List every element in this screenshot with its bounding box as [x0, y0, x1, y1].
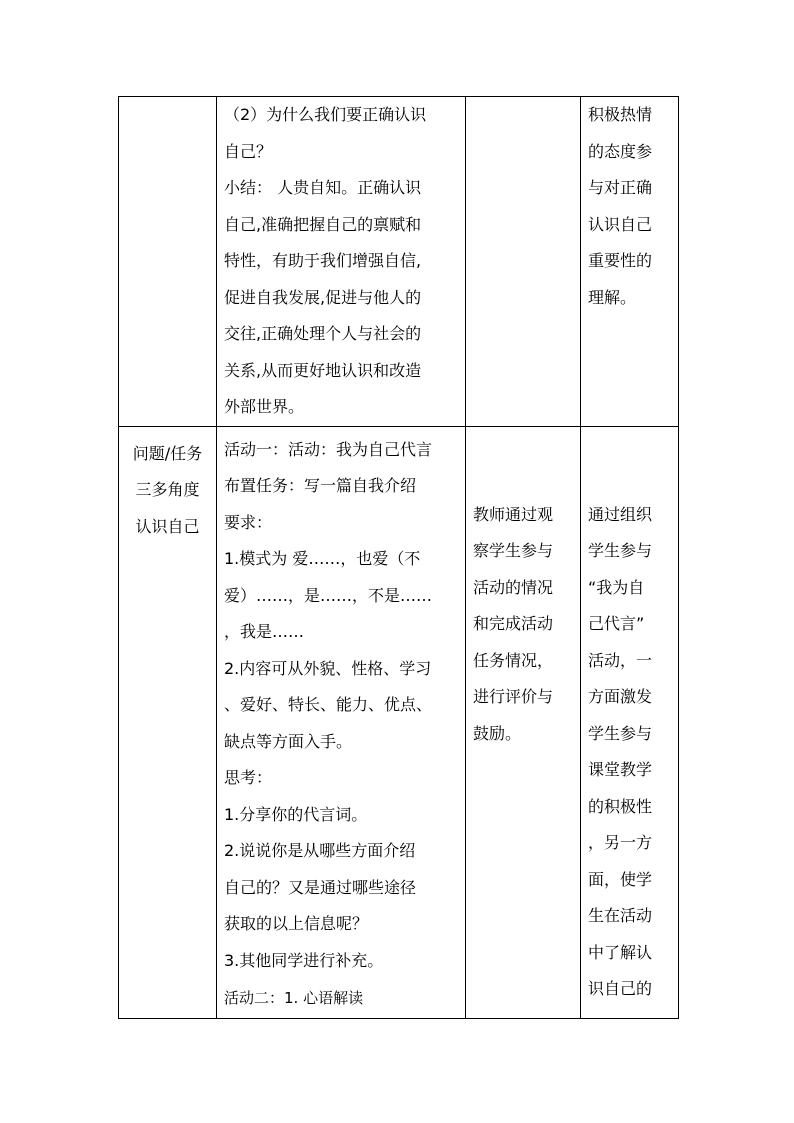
text-line: 认识自己	[588, 214, 653, 234]
text-line: 己代言”	[588, 614, 645, 633]
text-line: 小结： 人贵自知。正确认识	[224, 178, 422, 197]
row1-stage-cell	[119, 97, 217, 427]
text-line: 通过组织	[588, 504, 653, 524]
row1-intent-cell	[581, 97, 679, 427]
text-line: 1.模式为 爱……，也爱（不	[224, 549, 421, 568]
text-line: “我为自	[588, 577, 645, 597]
table-row	[119, 426, 679, 1018]
text-line: 活动，一	[588, 650, 653, 670]
text-line: 2.说说你是从哪些方面介绍	[224, 841, 416, 860]
row2-content-cell	[217, 426, 466, 1018]
text-line: 学生参与	[588, 541, 653, 560]
text-line: 促进自我发展,促进与他人的	[224, 287, 422, 307]
text-line: 活动一：活动：我为自己代言	[224, 439, 433, 459]
text-line: 获取的以上信息呢？	[224, 914, 369, 933]
text-line: 要求：	[224, 512, 273, 532]
text-line: 自己？	[224, 141, 273, 161]
text-line: 识自己的	[588, 979, 653, 998]
text-line: 面，使学	[588, 869, 653, 889]
text-line: 2.内容可从外貌、性格、学习	[224, 658, 432, 678]
row1-content-cell	[217, 97, 466, 427]
text-line: 方面激发	[588, 687, 653, 706]
text-line: 生在活动	[588, 906, 653, 925]
text-line: 特性，有助于我们增强自信,	[224, 251, 422, 270]
text-line: 、爱好、特长、能力、优点、	[224, 695, 433, 714]
text-line: 问题/任务	[132, 443, 203, 463]
text-line: 交往,正确处理个人与社会的	[224, 324, 422, 343]
row1-evaluation-cell	[466, 97, 581, 427]
text-line: 自己的？又是通过哪些途径	[224, 877, 417, 897]
text-line: 的积极性	[588, 796, 653, 816]
text-line: 外部世界。	[224, 397, 305, 416]
text-line: 三多角度	[135, 480, 200, 499]
text-line: 和完成活动	[473, 614, 554, 633]
text-line: 鼓励。	[473, 723, 522, 743]
text-line: 的态度参	[588, 141, 653, 161]
text-line: 3.其他同学进行补充。	[224, 950, 384, 970]
text-line: 爱）……，是……，不是……	[224, 585, 433, 605]
text-line: 进行评价与	[473, 687, 554, 706]
text-line: 活动的情况	[473, 577, 554, 597]
text-line: （2）为什么我们要正确认识	[224, 105, 427, 124]
text-line: 布置任务：写一篇自我介绍	[224, 476, 417, 495]
row2-evaluation-cell	[466, 426, 581, 1018]
row2-stage-cell	[119, 426, 217, 1018]
text-line: 与对正确	[588, 178, 653, 197]
text-line: 认识自己	[135, 516, 200, 536]
text-line: 1.分享你的代言词。	[224, 804, 368, 824]
text-line: ，我是……	[224, 622, 305, 641]
text-line: 课堂教学	[588, 760, 653, 779]
row2-intent-cell	[581, 426, 679, 1018]
text-line: 学生参与	[588, 723, 653, 743]
text-line: 缺点等方面入手。	[224, 731, 353, 751]
text-line: 重要性的	[588, 251, 653, 270]
text-line: 积极热情	[588, 105, 653, 124]
text-line: 察学生参与	[473, 541, 554, 560]
lesson-plan-table	[118, 96, 679, 1019]
text-line: 理解。	[588, 287, 637, 307]
text-line: 任务情况，	[473, 650, 554, 670]
text-line: 思考：	[224, 768, 273, 787]
activity-two-line: 活动二：1. 心语解读	[224, 989, 364, 1007]
text-line: 自己,准确把握自己的禀赋和	[224, 214, 422, 234]
text-line: 中了解认	[588, 942, 653, 962]
text-line: ，另一方	[588, 833, 653, 852]
table-row	[119, 97, 679, 427]
text-line: 教师通过观	[473, 504, 554, 524]
text-line: 关系,从而更好地认识和改造	[224, 360, 422, 380]
